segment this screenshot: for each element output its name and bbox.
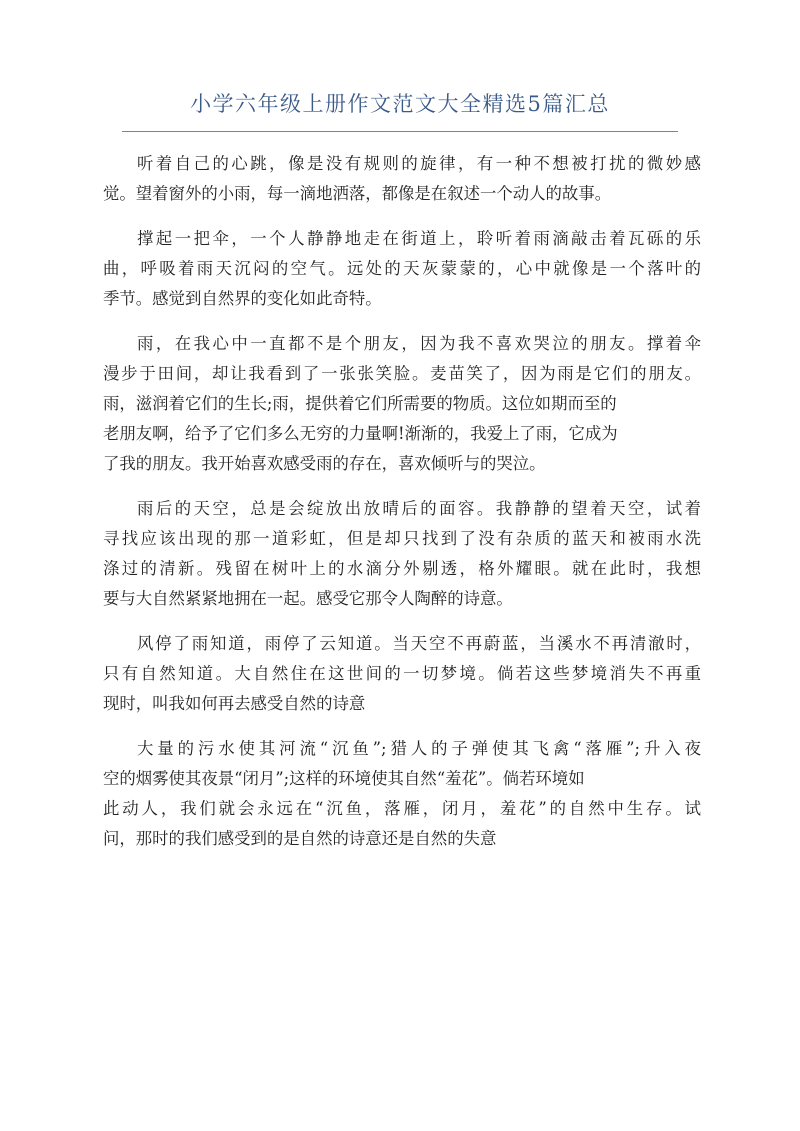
paragraph-line: 现时，叫我如何再去感受自然的诗意 — [103, 694, 366, 713]
paragraph-2 — [103, 224, 701, 314]
paragraph-line: 空的烟雾使其夜景“闭月”;这样的环境使其自然“羞花”。倘若环境如 — [103, 769, 585, 788]
paragraph-line: 寻找应该出现的那一道彩虹，但是却只找到了没有杂质的蓝天和被雨水洗 — [103, 529, 701, 548]
paragraph-line: 季节。感觉到自然界的变化如此奇特。 — [103, 289, 382, 308]
paragraph-6 — [103, 734, 701, 854]
paragraph-line: 了我的朋友。我开始喜欢感受雨的存在，喜欢倾听与的哭泣。 — [103, 454, 546, 473]
paragraph-line: 风停了雨知道，雨停了云知道。当天空不再蔚蓝，当溪水不再清澈时， — [137, 634, 701, 653]
paragraph-line: 雨，在我心中一直都不是个朋友，因为我不喜欢哭泣的朋友。撑着伞 — [137, 334, 701, 353]
paragraph-line: 此动人，我们就会永远在“沉鱼，落雁，闭月，羞花”的自然中生存。试 — [103, 799, 701, 818]
paragraph-line: 撑起一把伞，一个人静静地走在街道上，聆听着雨滴敲击着瓦砾的乐 — [137, 229, 701, 248]
document-body — [103, 149, 701, 869]
paragraph-line: 涤过的清新。残留在树叶上的水滴分外剔透，格外耀眼。就在此时，我想 — [103, 559, 701, 578]
page-title: 小学六年级上册作文范文大全精选5篇汇总 — [190, 92, 610, 116]
paragraph-3 — [103, 329, 701, 479]
paragraph-line: 觉。望着窗外的小雨，每一滴地洒落，都像是在叙述一个动人的故事。 — [103, 184, 612, 203]
paragraph-line: 雨后的天空，总是会绽放出放晴后的面容。我静静的望着天空，试着 — [137, 499, 701, 518]
paragraph-1 — [103, 149, 701, 209]
paragraph-line: 只有自然知道。大自然住在这世间的一切梦境。倘若这些梦境消失不再重 — [103, 664, 701, 683]
paragraph-line: 漫步于田间，却让我看到了一张张笑脸。麦苗笑了，因为雨是它们的朋友。 — [103, 364, 701, 383]
paragraph-line: 听着自己的心跳，像是没有规则的旋律，有一种不想被打扰的微妙感 — [137, 154, 701, 173]
paragraph-line: 曲，呼吸着雨天沉闷的空气。远处的天灰蒙蒙的，心中就像是一个落叶的 — [103, 259, 701, 278]
paragraph-line: 老朋友啊，给予了它们多么无穷的力量啊!渐渐的，我爱上了雨，它成为 — [103, 424, 618, 443]
paragraph-line: 大量的污水使其河流“沉鱼”;猎人的子弹使其飞禽“落雁”;升入夜 — [137, 739, 701, 758]
paragraph-line: 问，那时的我们感受到的是自然的诗意还是自然的失意 — [103, 829, 497, 848]
paragraph-5 — [103, 629, 701, 719]
paragraph-line: 雨，滋润着它们的生长;雨，提供着它们所需要的物质。这位如期而至的 — [103, 394, 617, 413]
paragraph-line: 要与大自然紧紧地拥在一起。感受它那令人陶醉的诗意。 — [103, 589, 513, 608]
paragraph-4 — [103, 494, 701, 614]
title-divider — [122, 131, 678, 132]
